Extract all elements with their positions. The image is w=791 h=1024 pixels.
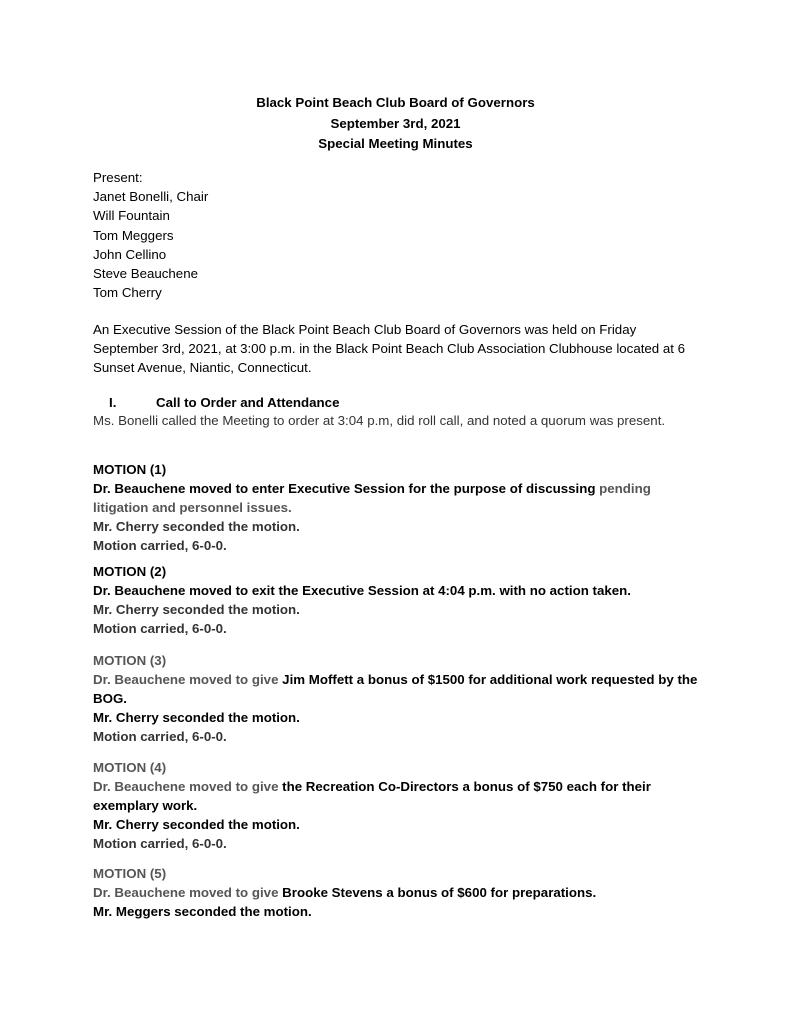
motion-block (93, 651, 703, 746)
motion-text-main: Dr. Beauchene moved to give (93, 672, 283, 687)
motion-heading: MOTION (3) (93, 653, 167, 668)
attendee: Steve Beauchene (93, 266, 198, 282)
motion-heading: MOTION (2) (93, 564, 167, 579)
motion-text-main: Dr. Beauchene moved to give (93, 779, 283, 794)
section-heading (93, 395, 339, 410)
attendee: Tom Cherry (93, 285, 162, 301)
attendee: Janet Bonelli, Chair (93, 189, 209, 205)
attendee: Will Fountain (93, 208, 170, 224)
document-title (0, 93, 791, 155)
club-board-title: Black Point Beach Club Board of Governors (256, 95, 535, 110)
motion-second: Mr. Meggers seconded the motion. (93, 904, 312, 919)
section-number: I. (109, 395, 117, 410)
motion-heading: MOTION (5) (93, 866, 167, 881)
motion-text: Dr. Beauchene moved to exit the Executive Session at 4:04 p.m. with no action taken. (93, 583, 631, 598)
meeting-date: September 3rd, 2021 (330, 115, 461, 131)
section-title: Call to Order and Attendance (156, 395, 340, 410)
motion-text-main: Dr. Beauchene moved to enter Executive Session for the purpose of discussing (93, 481, 600, 496)
motion-text (93, 777, 703, 815)
motion-text-subject: pending litigation and personnel issues. (93, 481, 651, 515)
motion-text-main: Dr. Beauchene moved to give (93, 885, 283, 900)
motion-text (93, 670, 703, 708)
motion-result: Motion carried, 6-0-0. (93, 729, 227, 744)
attendee: Tom Meggers (93, 227, 174, 243)
intro-paragraph: An Executive Session of the Black Point Beach Club Board of Governors was held on Friday September 3rd, 2021, at 3:00 p.m. in the Black Point Beach Club Association Clubhouse located at 6 Sunset Avenue, Niantic, Connecticut. (93, 322, 686, 375)
motion-result: Motion carried, 6-0-0. (93, 621, 227, 636)
meeting-type: Special Meeting Minutes (318, 136, 473, 151)
motion-second: Mr. Cherry seconded the motion. (93, 602, 300, 617)
motion-block (93, 758, 703, 853)
motion-second: Mr. Cherry seconded the motion. (93, 519, 300, 534)
motion-text (93, 479, 703, 517)
motion-text-subject: Brooke Stevens a bonus of $600 for preparations. (282, 885, 597, 900)
present-label: Present: (93, 170, 143, 185)
motion-heading: MOTION (1) (93, 462, 167, 477)
motion-result: Motion carried, 6-0-0. (93, 538, 227, 553)
motion-block (93, 562, 703, 638)
motion-text-subject: the Recreation Co-Directors a bonus of $750 each for their exemplary work. (93, 779, 651, 813)
motion-second: Mr. Cherry seconded the motion. (93, 817, 300, 832)
motion-text (93, 883, 703, 902)
attendance-list (93, 168, 713, 302)
motion-heading: MOTION (4) (93, 760, 167, 775)
motion-block (93, 460, 703, 555)
motion-result: Motion carried, 6-0-0. (93, 836, 227, 851)
call-to-order-text: Ms. Bonelli called the Meeting to order at 3:04 p.m, did roll call, and noted a quorum was present. (93, 413, 666, 428)
motion-second: Mr. Cherry seconded the motion. (93, 710, 300, 725)
motion-text-subject: Jim Moffett a bonus of $1500 for additional work requested by the BOG. (93, 672, 698, 706)
attendee: John Cellino (93, 246, 167, 262)
motion-block (93, 864, 703, 921)
